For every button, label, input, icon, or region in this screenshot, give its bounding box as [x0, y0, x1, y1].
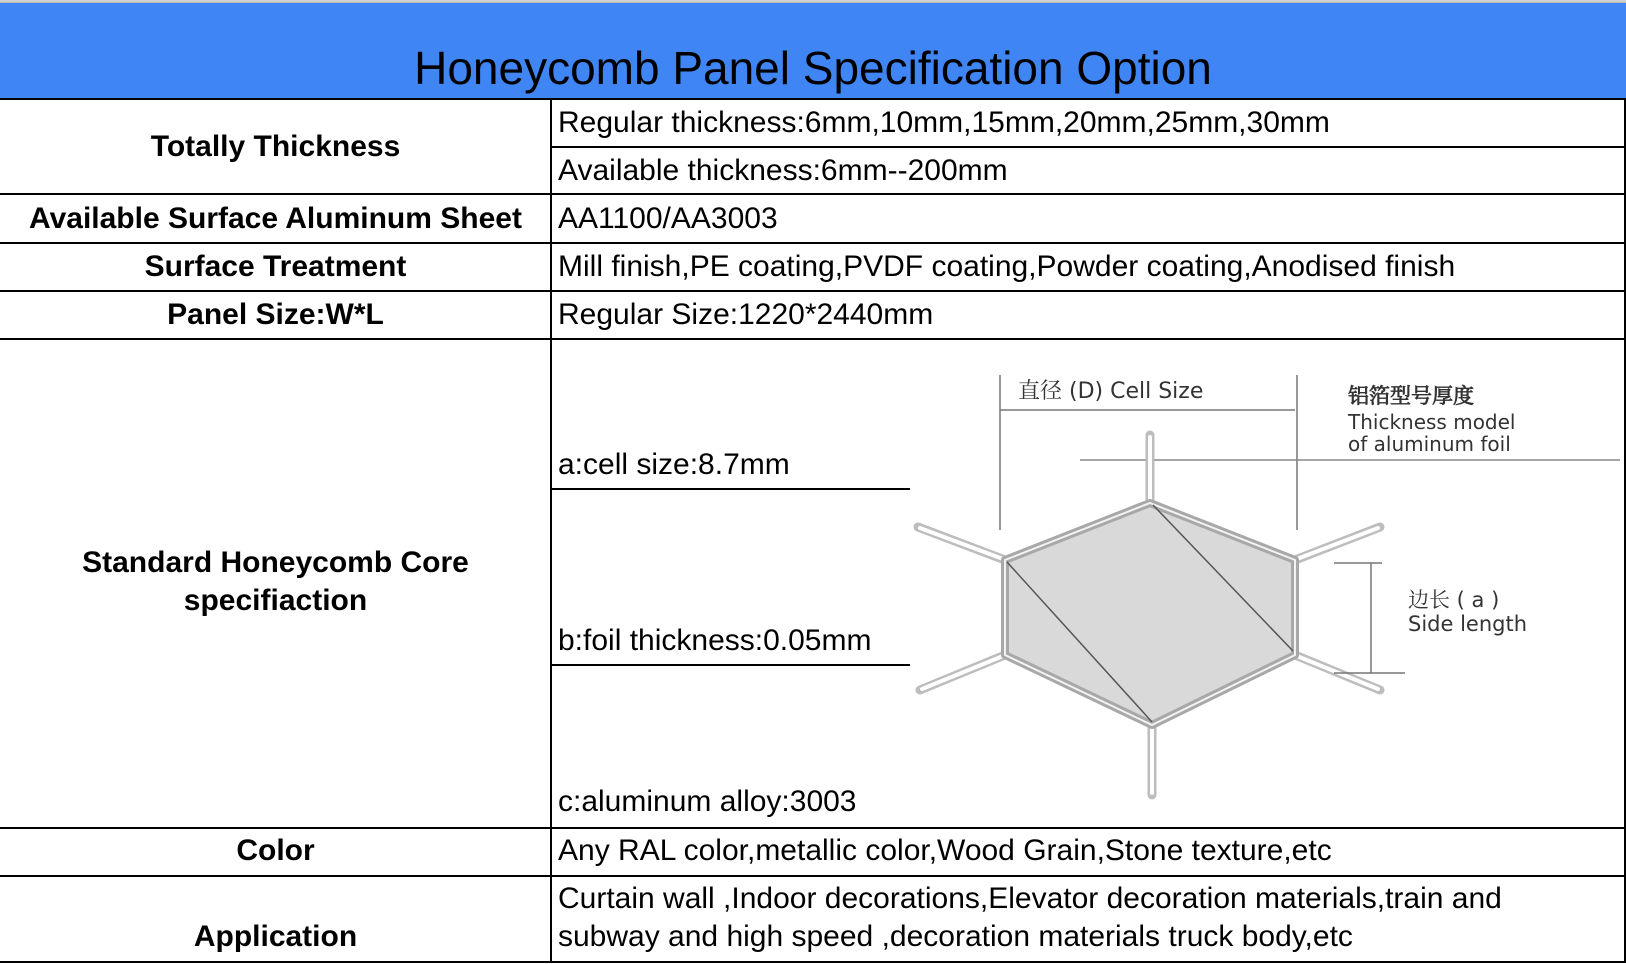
row-divider [0, 193, 1626, 195]
alloy-value: c:aluminum alloy:3003 [558, 785, 857, 818]
cell-size-label-cn: 直径 (D) Cell Size [1018, 379, 1204, 404]
surface-treatment-label: Surface Treatment [144, 250, 407, 283]
thickness-label: Totally Thickness [150, 130, 401, 163]
foil-model-label-en1: Thickness model [1348, 410, 1516, 434]
cell-wall-highlight [922, 656, 1003, 689]
side-length-label-en: Side length [1408, 612, 1528, 636]
core-sub-divider [551, 488, 910, 490]
panel-size-value: Regular Size:1220*2440mm [558, 298, 934, 331]
surface-sheet-value: AA1100/AA3003 [558, 202, 778, 235]
hexagon-cell [1005, 503, 1295, 725]
surface-sheet-label: Available Surface Aluminum Sheet [29, 202, 522, 235]
cell-wall-highlight [1297, 528, 1378, 559]
row-divider [0, 98, 1626, 100]
application-value-line1: Curtain wall ,Indoor decorations,Elevator decoration materials,train and [558, 882, 1502, 915]
foil-model-label-en2: of aluminum foil [1348, 432, 1511, 456]
title-bar [0, 2, 1626, 100]
panel-size-label: Panel Size:W*L [167, 298, 384, 331]
foil-thickness-value: b:foil thickness:0.05mm [558, 624, 872, 657]
core-label-line1: Standard Honeycomb Core [82, 546, 469, 579]
row-divider [0, 242, 1626, 244]
row-divider [0, 827, 1626, 829]
surface-treatment-value: Mill finish,PE coating,PVDF coating,Powder coating,Anodised finish [558, 250, 1456, 283]
row-divider [0, 338, 1626, 340]
cell-size-value: a:cell size:8.7mm [558, 448, 790, 481]
side-length-label-cn: 边长 ( a ) [1408, 588, 1500, 612]
application-label: Application [193, 920, 358, 953]
regular-thickness-value: Regular thickness:6mm,10mm,15mm,20mm,25mm,30mm [558, 106, 1330, 139]
row-divider [0, 290, 1626, 292]
row-divider [551, 146, 1626, 148]
row-divider [0, 875, 1626, 877]
application-value-line2: subway and high speed ,decoration materials truck body,etc [558, 920, 1353, 953]
row-divider [0, 961, 1626, 963]
cell-wall-highlight [920, 528, 1003, 559]
foil-model-label-cn: 铝箔型号厚度 [1348, 384, 1474, 408]
color-label: Color [236, 834, 315, 867]
core-sub-divider [551, 664, 910, 666]
core-label-line2: specifiaction [183, 584, 368, 617]
color-value: Any RAL color,metallic color,Wood Grain,Stone texture,etc [558, 834, 1332, 867]
page-title: Honeycomb Panel Specification Option [414, 42, 1212, 94]
available-thickness-value: Available thickness:6mm--200mm [558, 154, 1008, 187]
honeycomb-cell-diagram [900, 355, 1620, 815]
